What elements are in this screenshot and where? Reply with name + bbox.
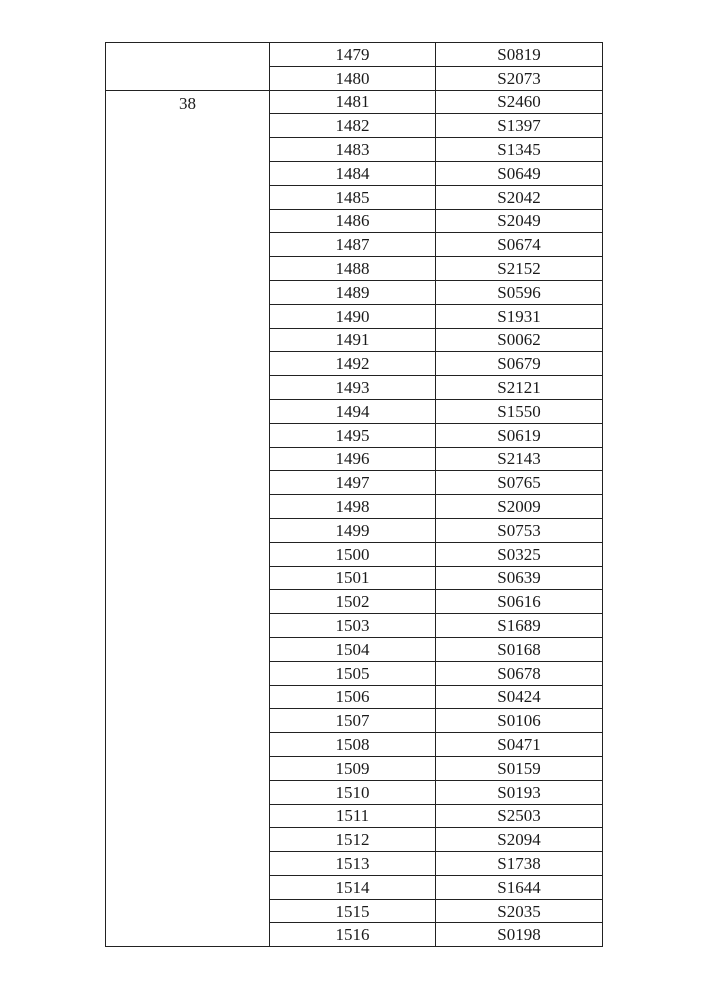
code-cell: S2049: [436, 209, 603, 233]
code-cell: S1345: [436, 138, 603, 162]
number-cell: 1482: [270, 114, 436, 138]
data-table: [105, 42, 603, 947]
number-cell: 1494: [270, 399, 436, 423]
code-cell: S0819: [436, 43, 603, 67]
number-cell: 1500: [270, 542, 436, 566]
number-cell: 1496: [270, 447, 436, 471]
code-cell: S2143: [436, 447, 603, 471]
number-cell: 1506: [270, 685, 436, 709]
code-cell: S0198: [436, 923, 603, 947]
number-cell: 1502: [270, 590, 436, 614]
table-row: [106, 43, 603, 67]
code-cell: S0619: [436, 423, 603, 447]
code-cell: S0616: [436, 590, 603, 614]
code-cell: S2073: [436, 66, 603, 90]
code-cell: S1644: [436, 875, 603, 899]
number-cell: 1498: [270, 495, 436, 519]
code-cell: S0639: [436, 566, 603, 590]
code-cell: S2042: [436, 185, 603, 209]
number-cell: 1487: [270, 233, 436, 257]
code-cell: S0062: [436, 328, 603, 352]
code-cell: S1738: [436, 852, 603, 876]
code-cell: S0471: [436, 733, 603, 757]
number-cell: 1504: [270, 637, 436, 661]
number-cell: 1516: [270, 923, 436, 947]
number-cell: 1483: [270, 138, 436, 162]
number-cell: 1493: [270, 376, 436, 400]
number-cell: 1514: [270, 875, 436, 899]
number-cell: 1509: [270, 756, 436, 780]
number-cell: 1512: [270, 828, 436, 852]
number-cell: 1481: [270, 90, 436, 114]
code-cell: S2009: [436, 495, 603, 519]
number-cell: 1479: [270, 43, 436, 67]
code-cell: S0193: [436, 780, 603, 804]
number-cell: 1510: [270, 780, 436, 804]
group-cell: [106, 43, 270, 91]
code-cell: S2121: [436, 376, 603, 400]
code-cell: S1689: [436, 614, 603, 638]
number-cell: 1486: [270, 209, 436, 233]
number-cell: 1495: [270, 423, 436, 447]
number-cell: 1491: [270, 328, 436, 352]
code-cell: S2094: [436, 828, 603, 852]
code-cell: S0106: [436, 709, 603, 733]
code-cell: S0765: [436, 471, 603, 495]
number-cell: 1489: [270, 280, 436, 304]
code-cell: S0649: [436, 161, 603, 185]
table-body: [106, 43, 603, 947]
number-cell: 1480: [270, 66, 436, 90]
number-cell: 1513: [270, 852, 436, 876]
code-cell: S1931: [436, 304, 603, 328]
number-cell: 1485: [270, 185, 436, 209]
group-cell: 38: [106, 90, 270, 947]
code-cell: S0678: [436, 661, 603, 685]
code-cell: S1550: [436, 399, 603, 423]
number-cell: 1499: [270, 518, 436, 542]
number-cell: 1505: [270, 661, 436, 685]
number-cell: 1515: [270, 899, 436, 923]
code-cell: S1397: [436, 114, 603, 138]
code-cell: S0679: [436, 352, 603, 376]
code-cell: S0753: [436, 518, 603, 542]
number-cell: 1507: [270, 709, 436, 733]
number-cell: 1508: [270, 733, 436, 757]
number-cell: 1503: [270, 614, 436, 638]
number-cell: 1501: [270, 566, 436, 590]
number-cell: 1484: [270, 161, 436, 185]
number-cell: 1492: [270, 352, 436, 376]
code-cell: S0424: [436, 685, 603, 709]
number-cell: 1497: [270, 471, 436, 495]
number-cell: 1490: [270, 304, 436, 328]
code-cell: S0325: [436, 542, 603, 566]
code-cell: S2503: [436, 804, 603, 828]
table-row: [106, 90, 603, 114]
code-cell: S2460: [436, 90, 603, 114]
code-cell: S0674: [436, 233, 603, 257]
code-cell: S0596: [436, 280, 603, 304]
code-cell: S2152: [436, 257, 603, 281]
number-cell: 1511: [270, 804, 436, 828]
code-cell: S0159: [436, 756, 603, 780]
code-cell: S0168: [436, 637, 603, 661]
number-cell: 1488: [270, 257, 436, 281]
code-cell: S2035: [436, 899, 603, 923]
